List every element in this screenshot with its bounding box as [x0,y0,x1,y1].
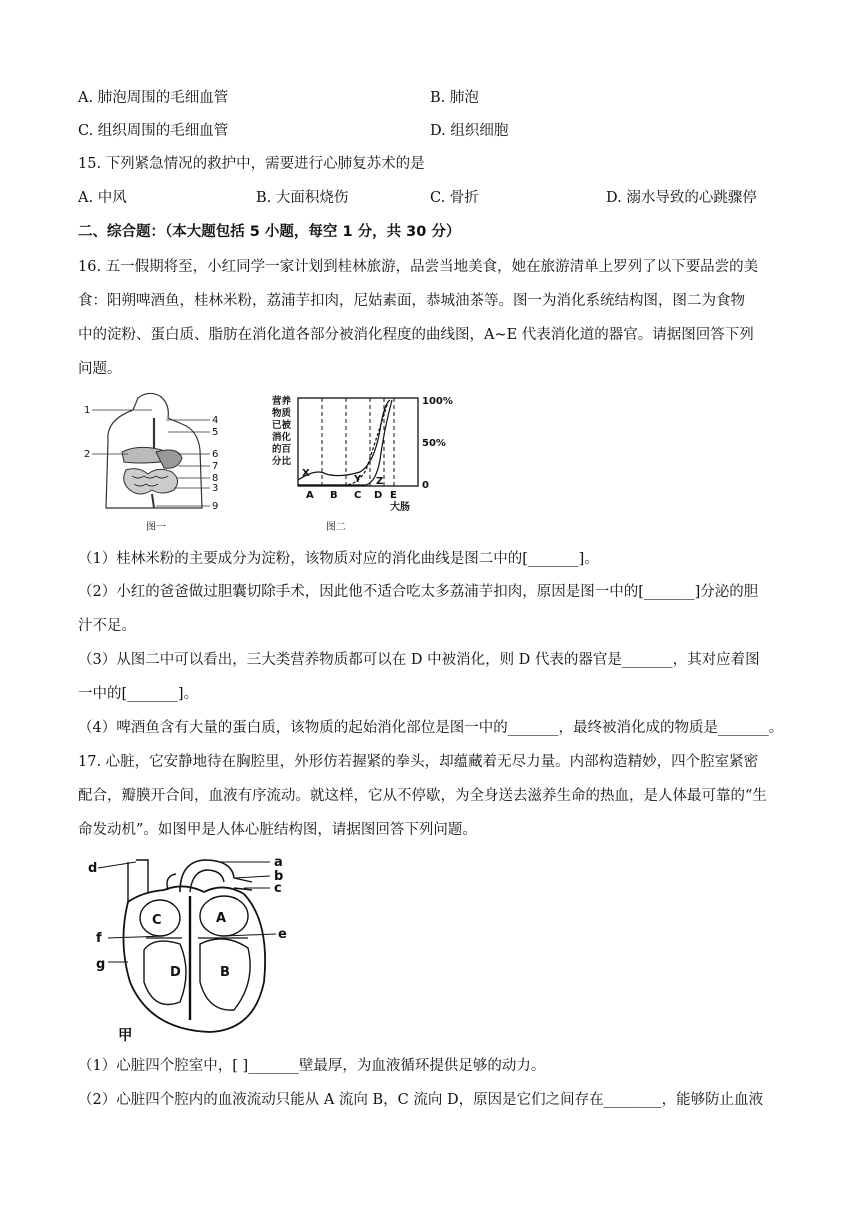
curve-label-z: Z [376,476,384,487]
x-label: A [306,490,314,501]
y-tick-50: 50% [422,438,446,449]
y-tick-100: 100% [422,396,453,407]
curve-label-y: Y [354,474,362,485]
q16-sub4: （4）啤酒鱼含有大量的蛋白质，该物质的起始消化部位是图一中的_______，最终被消化成的物质是_______。 [78,720,784,736]
q15-option-c: C. 骨折 [430,190,479,206]
heart-structure-figure [84,852,304,1042]
q17-intro-line: 配合，瓣膜开合间，血液有序流动。就这样，它从不停歇，为全身送去滋养生命的热血，是人体最可靠的“生 [78,788,767,804]
fig2-ylabel: 营养 [272,396,292,407]
fig1-label: 6 [212,449,219,460]
q16-sub3: （3）从图二中可以看出，三大类营养物质都可以在 D 中被消化，则 D 代表的器官是_______，其对应着图 [78,652,760,668]
q15-option-b: B. 大面积烧伤 [256,190,349,206]
fig2-caption: 图二 [326,522,346,533]
heart-figure-caption: 甲 [118,1028,133,1044]
fig1-label: 3 [212,483,219,494]
heart-chamber: A [216,911,227,926]
q17-sub2: （2）心脏四个腔内的血液流动只能从 A 流向 B，C 流向 D，原因是它们之间存在________，能够防止血液 [78,1092,764,1108]
heart-label: g [96,957,106,972]
q16-intro-line: 食：阳朔啤酒鱼，桂林米粉，荔浦芋扣肉，尼姑素面，恭城油茶等。图一为消化系统结构图，图二为食物 [78,293,745,309]
x-label: D [374,490,383,501]
fig2-ylabel: 已被 [272,420,292,431]
q16-sub1: （1）桂林米粉的主要成分为淀粉，该物质对应的消化曲线是图二中的[_______]。 [78,551,599,567]
heart-chamber: C [152,913,162,928]
fig1-label: 1 [84,405,91,416]
fig2-ylabel: 分比 [272,456,292,467]
fig1-label: 5 [212,427,219,438]
fig2-ylabel: 的百 [272,444,292,455]
q14-option-a: A. 肺泡周围的毛细血管 [78,90,229,106]
y-tick-0: 0 [422,480,429,491]
x-label: B [330,490,338,501]
fig1-label: 4 [212,415,219,426]
q16-sub3-cont: 一中的[_______]。 [78,686,199,702]
fig1-label: 7 [212,461,219,472]
heart-label: c [274,881,282,896]
q17-sub1: （1）心脏四个腔室中，[ ]_______壁最厚，为血液循环提供足够的动力。 [78,1058,546,1074]
q16-sub2: （2）小红的爸爸做过胆囊切除手术，因此他不适合吃太多荔浦芋扣肉，原因是图一中的[_______]分泌的胆 [78,584,759,600]
heart-label: e [278,927,287,942]
section-title: 二、综合题：（本大题包括 5 小题，每空 1 分，共 30 分） [78,224,461,240]
digestion-curve-figure [266,390,456,535]
heart-chamber: D [170,965,181,980]
q15-stem: 15. 下列紧急情况的救护中，需要进行心肺复苏术的是 [78,156,425,172]
heart-chamber: B [220,965,230,980]
q14-option-c: C. 组织周围的毛细血管 [78,123,229,139]
q14-option-b: B. 肺泡 [430,90,479,106]
x-label: C [354,490,362,501]
fig1-label: 9 [212,501,219,512]
fig2-ylabel: 消化 [272,432,292,443]
q16-intro-line: 问题。 [78,361,122,377]
heart-label: b [274,869,284,884]
fig1-label: 8 [212,473,219,484]
digestive-system-figure [78,390,238,535]
curve-label-x: X [302,468,310,479]
q15-option-d: D. 溺水导致的心跳骤停 [606,190,757,206]
fig1-label: 2 [84,449,91,460]
q14-option-d: D. 组织细胞 [430,123,509,139]
q16-intro-line: 中的淀粉、蛋白质、脂肪在消化道各部分被消化程度的曲线图，A~E 代表消化道的器官。请据图回答下列 [78,327,754,343]
q17-intro-line: 命发动机”。如图甲是人体心脏结构图，请据图回答下列问题。 [78,822,477,838]
heart-label: f [96,931,102,946]
q15-option-a: A. 中风 [78,190,127,206]
q17-intro-line: 17. 心脏，它安静地待在胸腔里，外形仿若握紧的拳头，却蕴藏着无尽力量。内部构造精妙，四个腔室紧密 [78,754,759,770]
x-label: E [390,490,397,501]
q16-intro-line: 16. 五一假期将至，小红同学一家计划到桂林旅游，品尝当地美食，她在旅游清单上罗列了以下要品尝的美 [78,259,759,275]
heart-label: d [88,861,98,876]
fig1-caption: 图一 [146,522,166,533]
fig2-ylabel: 物质 [272,408,292,419]
heart-label: a [274,855,283,870]
q16-sub2-cont: 汁不足。 [78,618,136,634]
x-label-large-intestine: 大肠 [390,502,410,513]
